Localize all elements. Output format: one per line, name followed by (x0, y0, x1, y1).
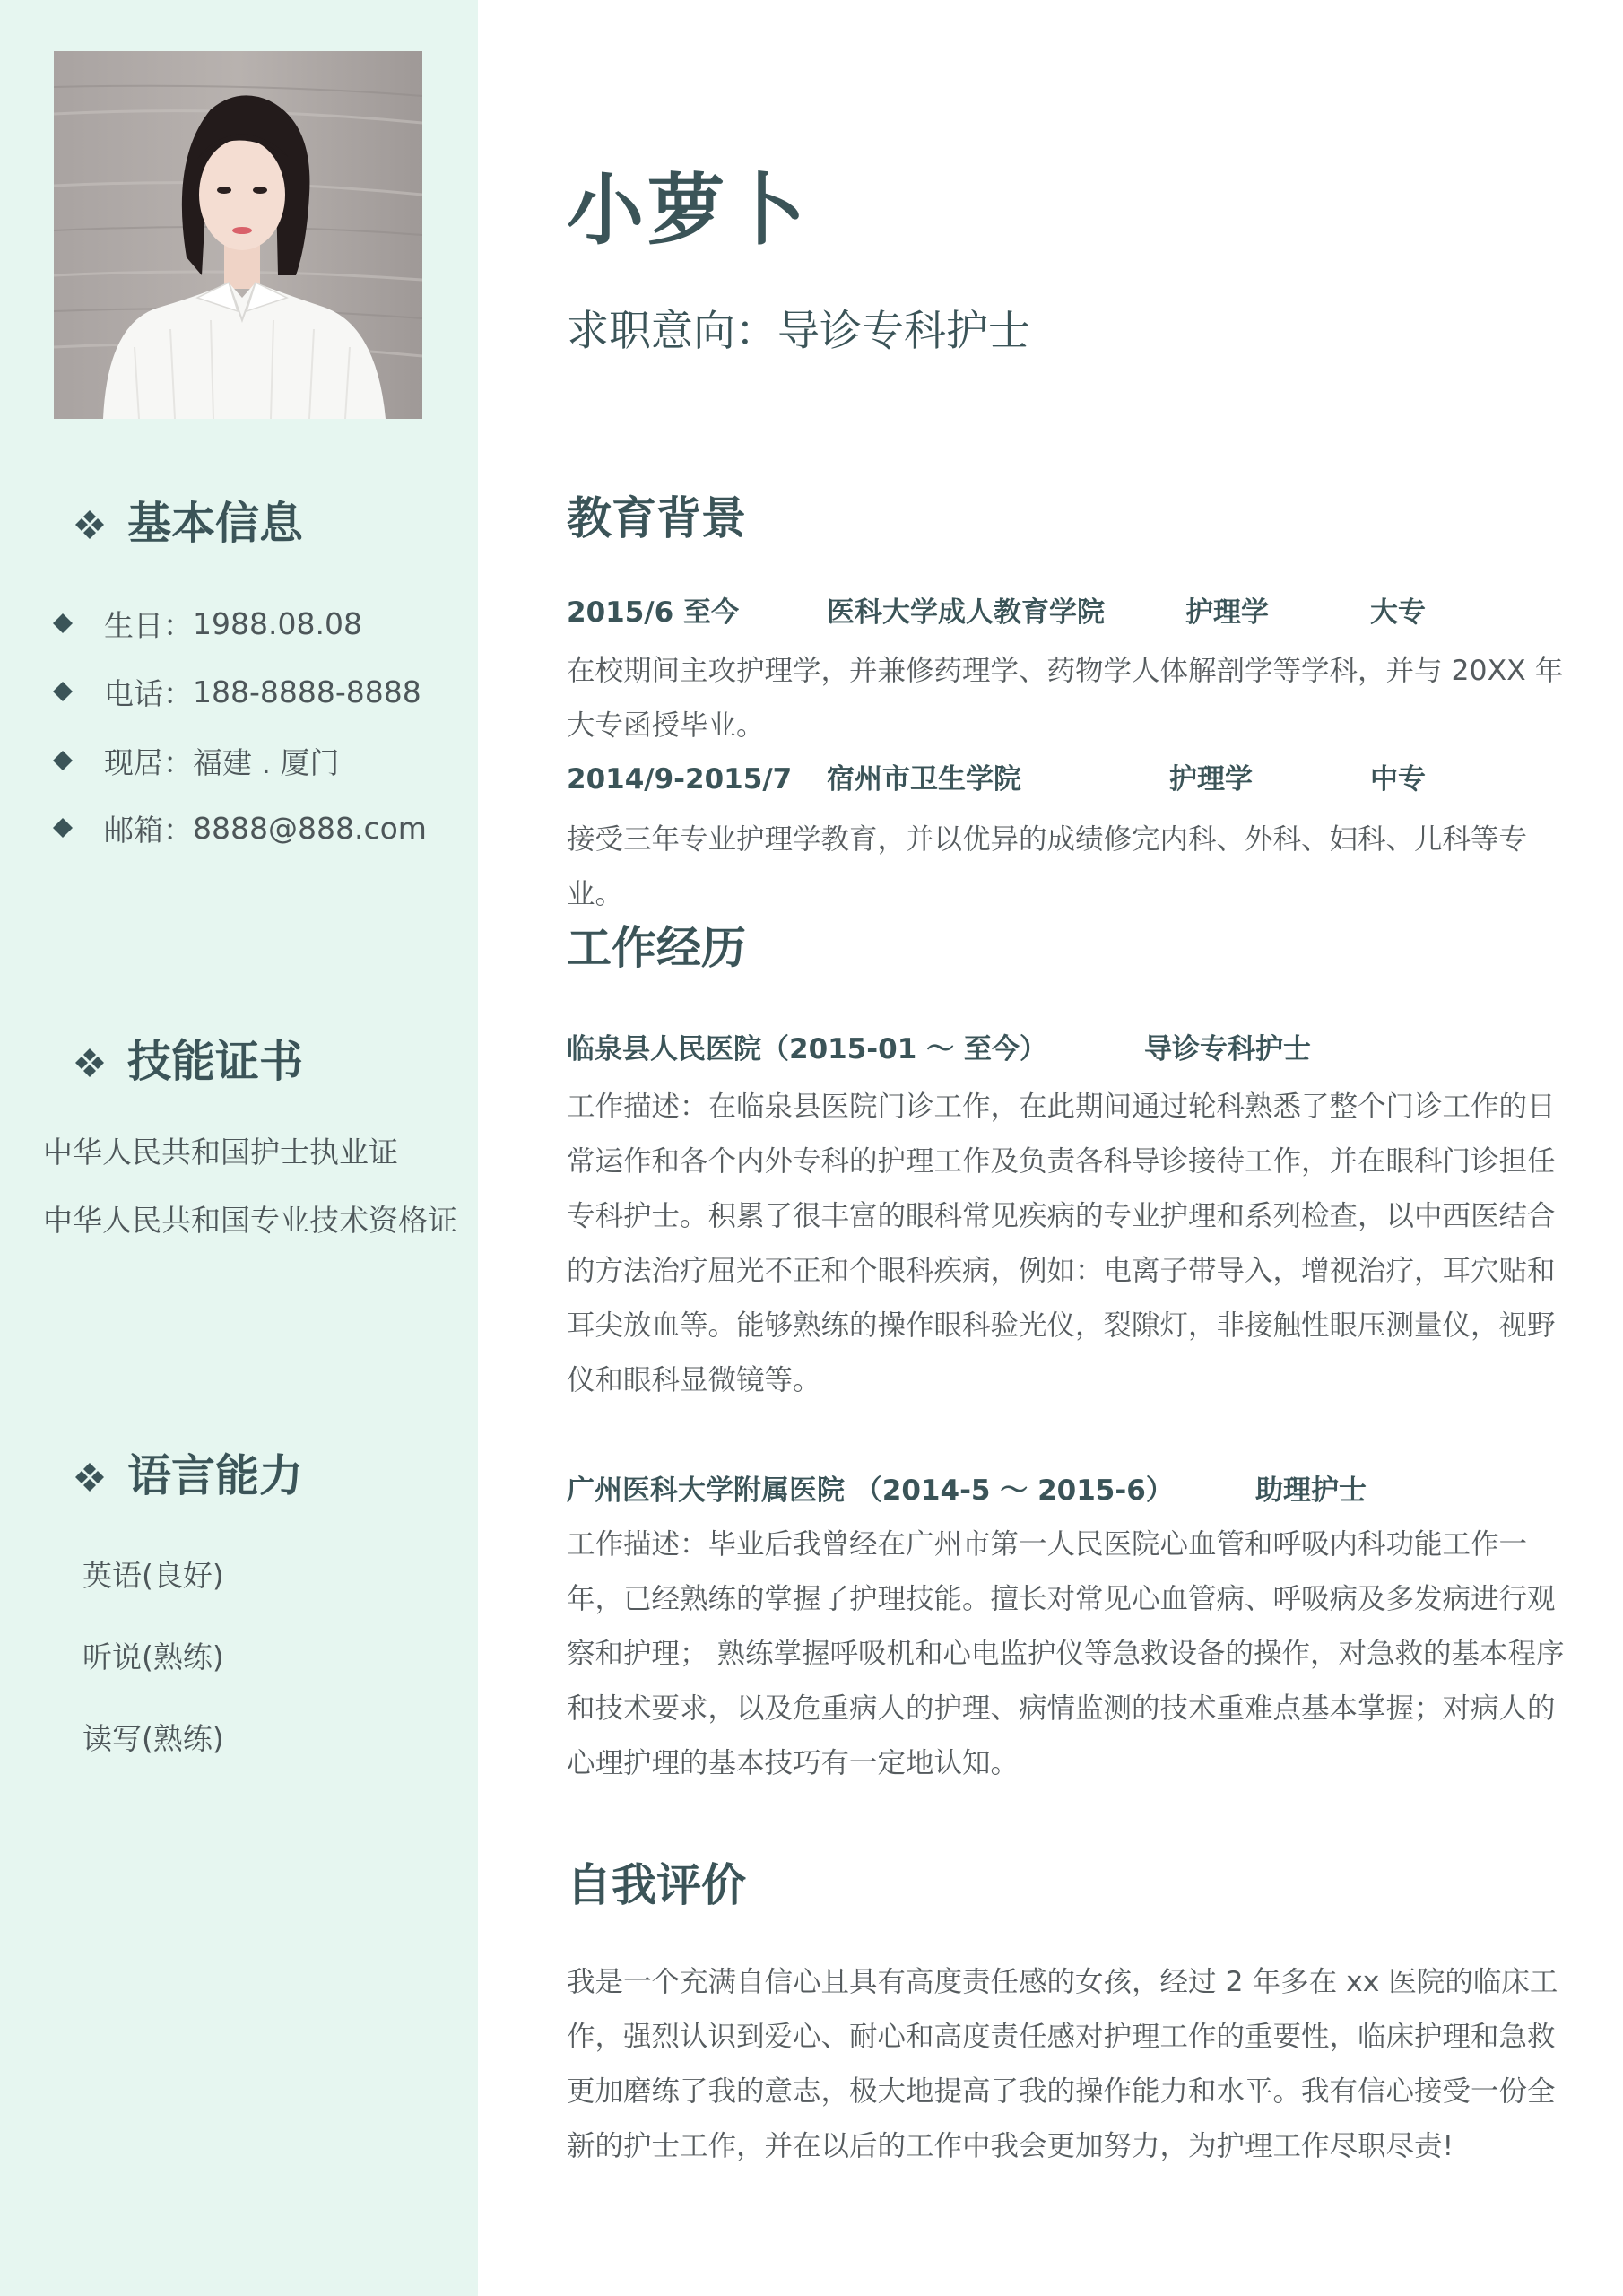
candidate-name: 小萝卜 (567, 166, 809, 256)
diamond-bullet-icon (52, 750, 74, 771)
info-birthday (52, 603, 362, 644)
diamond-bullet-icon (52, 817, 74, 839)
education-period: 2014/9-2015/7 (567, 763, 793, 796)
info-value: 8888@888.com (193, 810, 427, 846)
language-item: 读写(熟练) (82, 1721, 224, 1756)
education-heading: 教育背景 (567, 492, 746, 544)
four-diamonds-icon (74, 509, 106, 541)
work-description: 工作描述：在临泉县医院门诊工作，在此期间通过轮科熟悉了整个门诊工作的日常运作和各个内外专科的护理工作及负责各科导诊接待工作，并在眼科门诊担任专科护士。积累了很丰富的眼科常见疾病的专业护理和系列检查，以中西医结合的方法治疗屈光不正和个眼科疾病，例如：电离子带导入，增视治疗，耳穴贴和耳尖放血等。能够熟练的操作眼科验光仪，裂隙灯，非接触性眼压测量仪，视野仪和眼科显微镜等。 (567, 1091, 1556, 1396)
four-diamonds-icon (74, 1047, 106, 1079)
education-degree: 大专 (1370, 596, 1426, 629)
education-school: 医科大学成人教育学院 (827, 596, 1105, 629)
certificate-item: 中华人民共和国专业技术资格证 (43, 1203, 457, 1238)
four-diamonds-icon (74, 1461, 106, 1493)
certificates-heading (74, 1030, 303, 1087)
objective-value: 导诊专科护士 (777, 307, 1030, 356)
info-email (52, 807, 427, 848)
education-major: 护理学 (1169, 763, 1253, 796)
education-degree: 中专 (1370, 763, 1426, 796)
diamond-bullet-icon (52, 613, 74, 634)
certificate-item: 中华人民共和国护士执业证 (43, 1135, 398, 1170)
languages-title: 语言能力 (127, 1450, 304, 1501)
education-description: 在校期间主攻护理学，并兼修药理学、药物学人体解剖学等学科，并与 20XX 年大专函授毕业。 (567, 655, 1564, 742)
self-eval-heading: 自我评价 (567, 1859, 746, 1911)
profile-photo (54, 51, 422, 419)
job-objective (567, 305, 1030, 359)
info-label: 电话： (104, 675, 193, 711)
education-school: 宿州市卫生学院 (827, 763, 1021, 796)
work-role: 助理护士 (1255, 1474, 1367, 1507)
work-org: 广州医科大学附属医院 （2014-5 ～ 2015-6） (567, 1474, 1174, 1507)
basic-info-heading (74, 491, 303, 549)
work-org: 临泉县人民医院（2015-01 ～ 至今） (567, 1033, 1047, 1065)
info-value: 福建 . 厦门 (193, 744, 340, 780)
work-heading: 工作经历 (567, 922, 746, 974)
self-eval-text: 我是一个充满自信心且具有高度责任感的女孩，经过 2 年多在 xx 医院的临床工作，强烈认识到爱心、耐心和高度责任感对护理工作的重要性，临床护理和急救更加磨练了我的意志，极大地提高了我的操作能力和水平。我有信心接受一份全新的护士工作，并在以后的工作中我会更加努力，为护理工作尽职尽责! (567, 1966, 1558, 2162)
certificates-title: 技能证书 (127, 1036, 304, 1087)
objective-label: 求职意向： (567, 307, 777, 356)
education-description: 接受三年专业护理学教育，并以优异的成绩修完内科、外科、妇科、儿科等专业。 (567, 823, 1528, 910)
info-label: 现居： (104, 744, 193, 780)
info-location (52, 740, 339, 781)
info-phone (52, 671, 421, 712)
education-period: 2015/6 至今 (567, 596, 739, 629)
info-value: 188-8888-8888 (193, 674, 421, 709)
basic-info-title: 基本信息 (127, 498, 304, 549)
education-major: 护理学 (1185, 596, 1269, 629)
info-value: 1988.08.08 (193, 605, 362, 641)
languages-heading (74, 1444, 303, 1501)
diamond-bullet-icon (52, 681, 74, 702)
work-description: 工作描述：毕业后我曾经在广州市第一人民医院心血管和呼吸内科功能工作一年，已经熟练的掌握了护理技能。擅长对常见心血管病、呼吸病及多发病进行观察和护理； 熟练掌握呼吸机和心电监护仪等急救设备的操作，对急救的基本程序和技术要求，以及危重病人的护理、病情监测的技术重难点基本掌握；对病人的心理护理的基本技巧有一定地认知。 (567, 1528, 1565, 1779)
info-label: 邮箱： (104, 812, 193, 848)
language-item: 听说(熟练) (82, 1639, 224, 1674)
info-label: 生日： (104, 607, 193, 643)
work-role: 导诊专科护士 (1144, 1033, 1311, 1065)
language-item: 英语(良好) (82, 1558, 224, 1593)
